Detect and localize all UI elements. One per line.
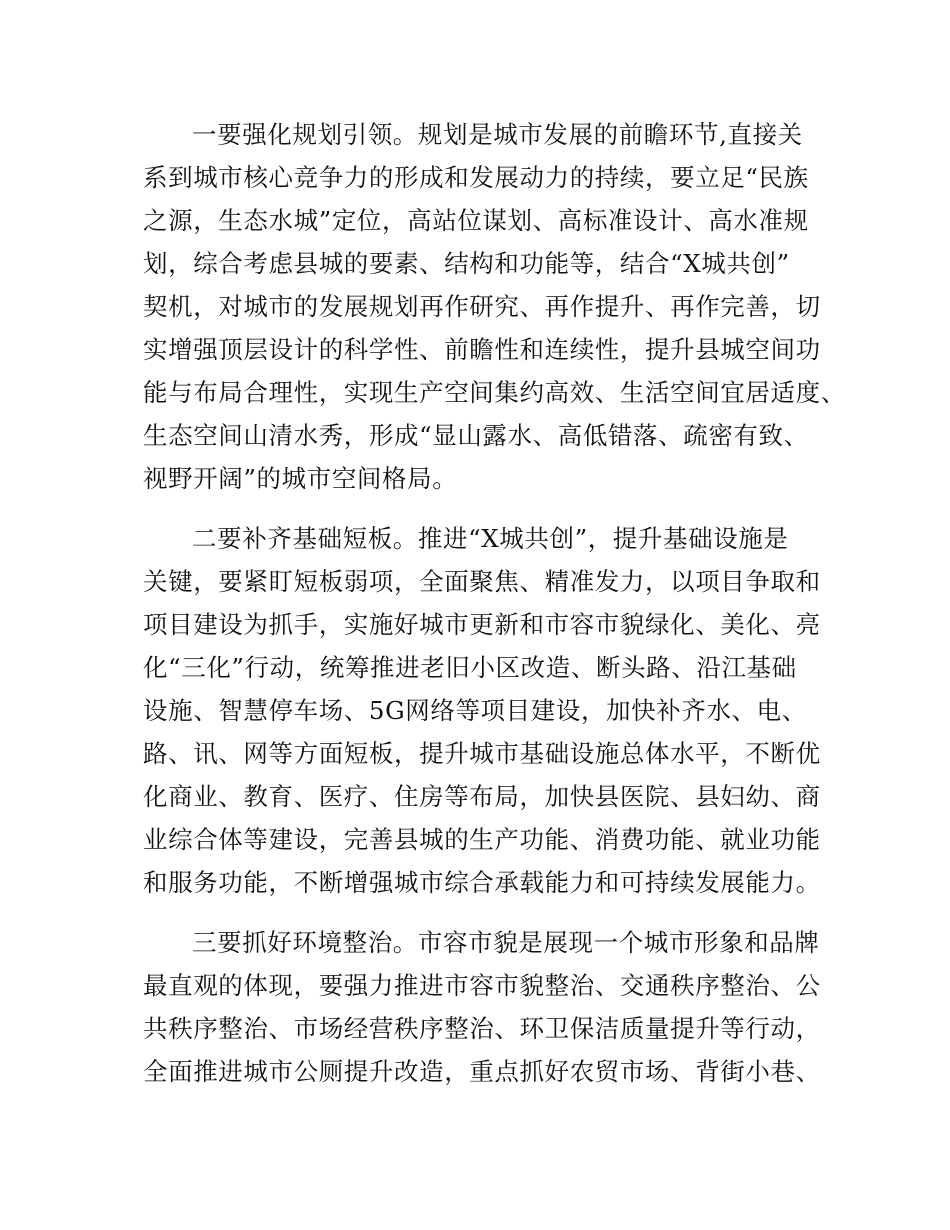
paragraph-line: 路、讯、网等方面短板，提升城市基础设施总体水平，不断优 (143, 739, 821, 768)
paragraph-line: 生态空间山清水秀，形成“显山露水、高低错落、疏密有致、 (143, 421, 809, 450)
paragraph-line: 之源，生态水城”定位，高站位谋划、高标准设计、高水准规 (143, 206, 809, 235)
paragraph-line: 关键，要紧盯短板弱项，全面聚焦、精准发力，以项目争取和 (143, 567, 821, 596)
paragraph-line: 最直观的体现，要强力推进市容市貌整治、交通秩序整治、公 (143, 971, 821, 1000)
paragraph-line: 三要抓好环境整治。市容市貌是展现一个城市形象和品牌 (192, 928, 820, 957)
paragraph-line: 契机，对城市的发展规划再作研究、再作提升、再作完善，切 (143, 292, 821, 321)
paragraph-line: 和服务功能，不断增强城市综合承载能力和可持续发展能力。 (143, 868, 821, 897)
paragraph-line: 设施、智慧停车场、5G网络等项目建设，加快补齐水、电、 (143, 696, 807, 725)
paragraph-line: 二要补齐基础短板。推进“X城共创”，提升基础设施是 (192, 524, 789, 553)
paragraph-line: 一要强化规划引领。规划是城市发展的前瞻环节,直接关 (192, 120, 803, 149)
paragraph-line: 视野开阔”的城市空间格局。 (143, 464, 458, 493)
paragraph-line: 业综合体等建设，完善县城的生产功能、消费功能、就业功能 (143, 825, 821, 854)
paragraph-line: 化商业、教育、医疗、住房等布局，加快县医院、县妇幼、商 (143, 782, 821, 811)
paragraph-line: 全面推进城市公厕提升改造，重点抓好农贸市场、背街小巷、 (143, 1057, 821, 1086)
paragraph-infrastructure (143, 517, 823, 904)
paragraph-environment (143, 921, 823, 1093)
paragraph-line: 化“三化”行动，统筹推进老旧小区改造、断头路、沿江基础 (143, 653, 797, 682)
paragraph-line: 系到城市核心竞争力的形成和发展动力的持续，要立足“民族 (143, 163, 809, 192)
paragraph-planning (143, 113, 846, 500)
paragraph-line: 实增强顶层设计的科学性、前瞻性和连续性，提升县城空间功 (143, 335, 821, 364)
paragraph-line: 项目建设为抓手，实施好城市更新和市容市貌绿化、美化、亮 (143, 610, 821, 639)
paragraph-line: 划，综合考虑县城的要素、结构和功能等，结合“X城共创” (143, 249, 790, 278)
paragraph-line: 共秩序整治、市场经营秩序整治、环卫保洁质量提升等行动， (143, 1014, 821, 1043)
paragraph-line: 能与布局合理性，实现生产空间集约高效、生活空间宜居适度、 (143, 378, 846, 407)
